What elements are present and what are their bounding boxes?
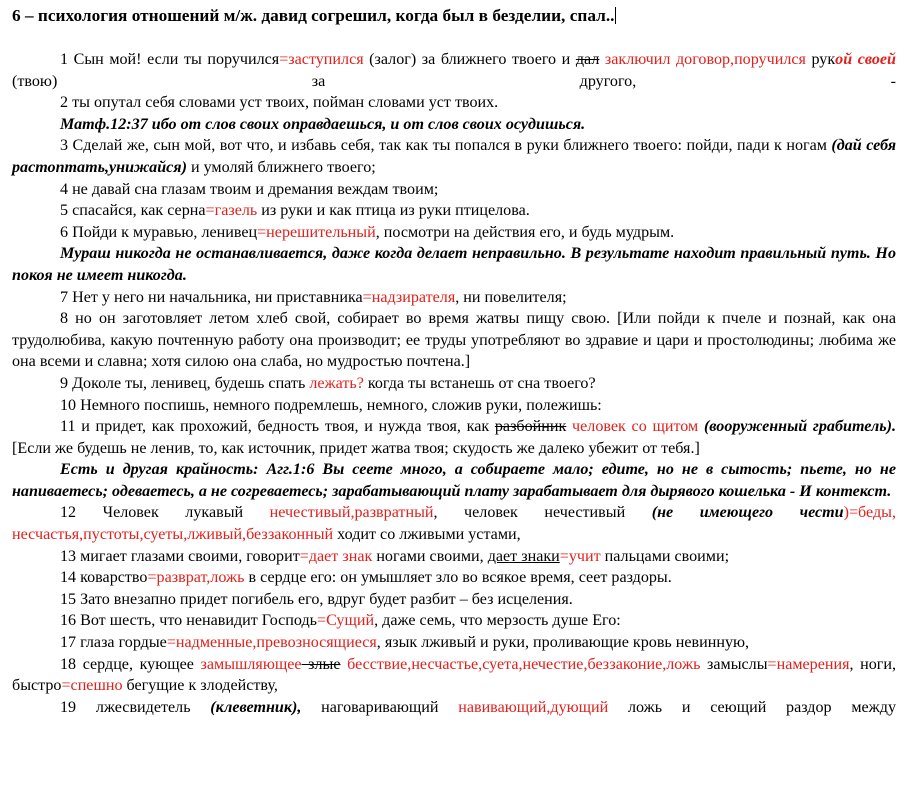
text-run: [Если же будешь не ленив, то, как источник, придет жатва твоя; скудость же далеко убежит от тебя.]: [12, 439, 700, 457]
text-run: наговаривающий: [301, 698, 459, 716]
text-run: из руки и как птица из руки птицелова.: [257, 202, 530, 220]
text-run: =заступился: [279, 51, 364, 68]
verse-17: [12, 632, 896, 654]
verse-18: [12, 654, 896, 697]
text-run: ): [843, 504, 849, 522]
text-run: бесствие,несчастье,суета,нечестие,беззаконие,ложь: [340, 655, 701, 673]
text-run: ложь и сеющий раздор между: [608, 698, 897, 716]
text-run: ногами своими,: [372, 547, 488, 565]
text-run: 14 коварство: [60, 569, 148, 587]
text-run: (клеветник),: [210, 698, 302, 716]
verse-10: 10 Немного поспишь, немного подремлешь, немного, сложив руки, полежишь:: [60, 396, 602, 414]
text-run: , даже семь, что мерзость душе Его:: [374, 612, 621, 630]
text-run: нечестивый,развратный: [269, 504, 434, 522]
text-run: 11 и придет, как прохожий, бедность твоя, и нужда твоя, как: [60, 418, 495, 436]
text-cursor: [615, 7, 616, 24]
verse-14: [12, 567, 896, 589]
text-run: =беды, несчастья,пустоты,суеты,лживый,беззаконный: [12, 504, 896, 544]
text-run: =намерения: [767, 655, 850, 673]
text-run: лежать?: [309, 374, 364, 392]
text-run: , ни повелителя;: [455, 288, 567, 306]
text-run: дал: [575, 51, 600, 68]
verse-15: 15 Зато внезапно придет погибель его, вдруг будет разбит – без исцеления.: [60, 590, 573, 608]
text-run: (дай себя растоптать,унижайся): [12, 137, 896, 176]
verse-9: [12, 373, 896, 395]
text-run: =учит: [559, 547, 601, 565]
text-run: и умоляй ближнего твоего;: [186, 158, 376, 176]
verse-2: 2 ты опутал себя словами уст твоих, пойман словами уст твоих.: [60, 94, 499, 112]
text-run: заключил договор,поручился: [599, 51, 806, 68]
text-run: =нерешительный: [257, 223, 376, 241]
text-run: замышляющее: [200, 655, 302, 673]
verse-19: [12, 697, 896, 719]
document-body: [12, 49, 896, 718]
text-run: 3 Сделай же, сын мой, вот что, и избавь себя, так как ты попался в руки ближнего твоего: пойди, пади к ногам: [60, 137, 832, 155]
text-run: рук: [805, 51, 836, 68]
text-run: 17 глаза гордые: [60, 634, 167, 652]
text-run: =спешно: [61, 677, 123, 695]
verse-3: [12, 135, 896, 178]
text-run: ой своей: [835, 51, 896, 68]
verse-1: [12, 49, 896, 92]
text-run: дает знаки: [487, 547, 560, 565]
verse-4: 4 не давай сна глазам твоим и дремания веждам твоим;: [60, 180, 439, 198]
verse-8: 8 но он заготовляет летом хлеб свой, собирает во время жатвы пищу свою. [Или пойди к пчеле и познай, как она трудолюбива, какую почтенную работу она производит; ее труды употребляют во здравие и цари и простолюдины; любима же она всеми и славна; хотя силою она слаба, но мудростью почтена.]: [12, 310, 896, 371]
text-run: навивающий,дующий: [458, 698, 609, 716]
title-text: 6 – психология отношений м/ж. давид согрешил, когда был в безделии, спал..: [12, 6, 615, 25]
text-run: злые: [301, 655, 341, 673]
text-run: (твою) за другого, -: [12, 72, 896, 90]
verse-7: [12, 287, 896, 309]
document-title: [12, 5, 896, 27]
text-run: =дает знак: [299, 547, 373, 565]
text-run: 18 сердце, кующее: [60, 655, 201, 673]
text-run: бегущие к злодейству,: [122, 677, 278, 695]
text-run: 19 лжесвидетель: [60, 698, 211, 716]
text-run: 16 Вот шесть, что ненавидит Господь: [60, 612, 318, 630]
text-run: , ноги, быстро: [12, 655, 897, 695]
text-run: =надменные,превозносящиеся: [166, 634, 377, 652]
text-run: разбойник: [494, 418, 567, 436]
text-run: 5 спасайся, как серна: [60, 202, 206, 220]
commentary-2: Мураш никогда не останавливается, даже когда делает неправильно. В результате находит правильный путь. Но покоя не имеет никогда.: [12, 245, 896, 284]
text-run: =разврат,ложь: [147, 569, 245, 587]
verse-5: [12, 200, 896, 222]
commentary-3: Есть и другая крайность: Агг.1:6 Вы сеете много, а собираете мало; едите, но не в сытость; пьете, но не напиваетесь; одеваетесь, а не согреваетесь; зарабатывающий плату зарабатывает для дырявого кошелька - И контекст.: [12, 461, 896, 500]
text-run: в сердце его: он умышляет зло во всякое время, сеет раздоры.: [244, 569, 672, 587]
text-run: замыслы: [700, 655, 768, 673]
text-run: 12 Человек лукавый: [60, 504, 270, 522]
text-run: =надзирателя: [362, 288, 456, 306]
text-run: 6 Пойди к муравью, ленивец: [60, 223, 258, 241]
verse-6: [12, 222, 896, 244]
text-run: , посмотри на действия его, и будь мудрым.: [375, 223, 675, 241]
text-run: 9 Доколе ты, ленивец, будешь спать: [60, 374, 310, 392]
verse-11: [12, 416, 896, 459]
text-run: =газель: [205, 202, 258, 220]
text-run: (залог) за ближнего твоего и: [363, 51, 576, 68]
text-run: , язык лживый и руки, проливающие кровь невинную,: [376, 634, 750, 652]
text-run: , человек нечестивый: [433, 504, 652, 522]
text-run: человек со щитом: [566, 418, 699, 436]
text-run: 7 Нет у него ни начальника, ни приставника: [60, 288, 363, 306]
text-run: когда ты встанешь от сна твоего?: [363, 374, 596, 392]
text-run: 13 мигает глазами своими, говорит: [60, 547, 300, 565]
verse-16: [12, 610, 896, 632]
text-run: (вооруженный грабитель).: [703, 418, 896, 436]
verse-13: [12, 546, 896, 568]
text-run: ходит со лживыми устами,: [333, 526, 521, 544]
commentary-1: Матф.12:37 ибо от слов своих оправдаешься, и от слов своих осудишься.: [60, 115, 586, 133]
verse-12: [12, 502, 896, 545]
text-run: =Сущий: [317, 612, 375, 630]
text-run: (не имеющего чести: [651, 504, 844, 522]
text-run: пальцами своими;: [600, 547, 730, 565]
text-run: 1 Сын мой! если ты поручился: [60, 51, 280, 68]
